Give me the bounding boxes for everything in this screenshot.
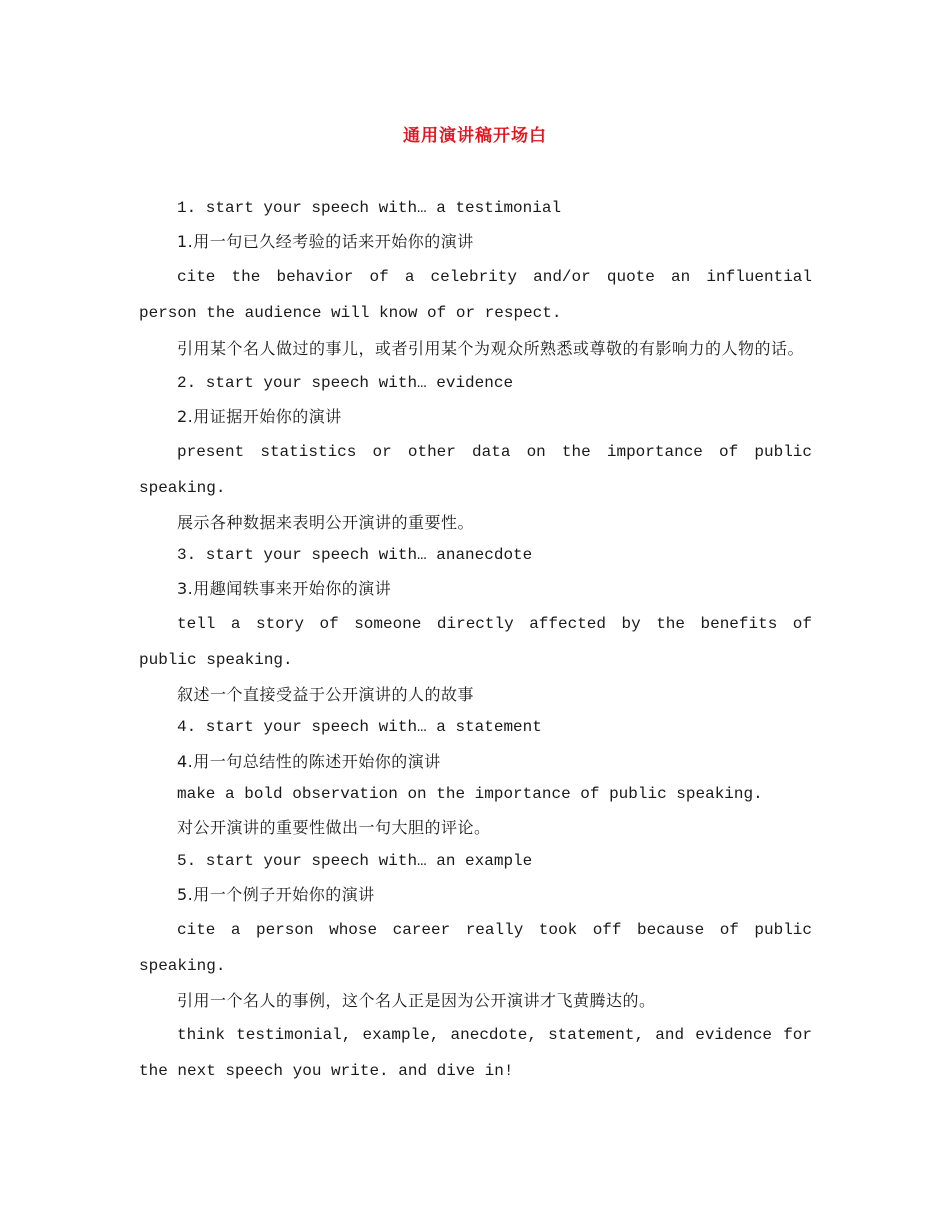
- paragraph-text-1-zh: 引用某个名人做过的事儿，或者引用某个为观众所熟悉或尊敬的有影响力的人物的话。: [177, 338, 805, 358]
- paragraph-closing: think testimonial, example, anecdote, statement, and evidence for the next speech you write. and dive in!: [139, 1026, 812, 1081]
- paragraph-text-3-zh: 叙述一个直接受益于公开演讲的人的故事: [177, 684, 475, 704]
- paragraph-text-2-zh: 展示各种数据来表明公开演讲的重要性。: [177, 512, 475, 532]
- paragraph-heading-3-zh: 3.用趣闻轶事来开始你的演讲: [177, 579, 392, 599]
- paragraph-text-5-zh: 引用一个名人的事例，这个名人正是因为公开演讲才飞黄腾达的。: [177, 990, 656, 1010]
- paragraph-text-1: cite the behavior of a celebrity and/or quote an influential person the audience will know of or respect.: [139, 267, 812, 322]
- paragraph-heading-1-zh: 1.用一句已久经考验的话来开始你的演讲: [177, 232, 474, 252]
- paragraph-text-3: tell a story of someone directly affected by the benefits of public speaking.: [139, 614, 812, 669]
- paragraph-heading-5-zh: 5.用一个例子开始你的演讲: [177, 885, 375, 905]
- paragraph-heading-5: 5. start your speech with… an example: [177, 851, 533, 870]
- paragraph-heading-4: 4. start your speech with… a statement: [177, 718, 542, 737]
- paragraph-heading-1: 1. start your speech with… a testimonial: [177, 199, 562, 217]
- document-body: [139, 192, 812, 1089]
- paragraph-text-4-zh: 对公开演讲的重要性做出一句大胆的评论。: [177, 818, 491, 838]
- paragraph-text-2: present statistics or other data on the importance of public speaking.: [139, 442, 812, 497]
- paragraph-heading-2-zh: 2.用证据开始你的演讲: [177, 407, 342, 427]
- paragraph-heading-3: 3. start your speech with… ananecdote: [177, 546, 533, 565]
- paragraph-heading-4-zh: 4.用一句总结性的陈述开始你的演讲: [177, 751, 441, 771]
- document-title: 通用演讲稿开场白: [403, 126, 547, 146]
- paragraph-heading-2: 2. start your speech with… evidence: [177, 373, 514, 392]
- paragraph-text-5: cite a person whose career really took off because of public speaking.: [139, 920, 812, 975]
- paragraph-text-4: make a bold observation on the importance of public speaking.: [177, 785, 763, 804]
